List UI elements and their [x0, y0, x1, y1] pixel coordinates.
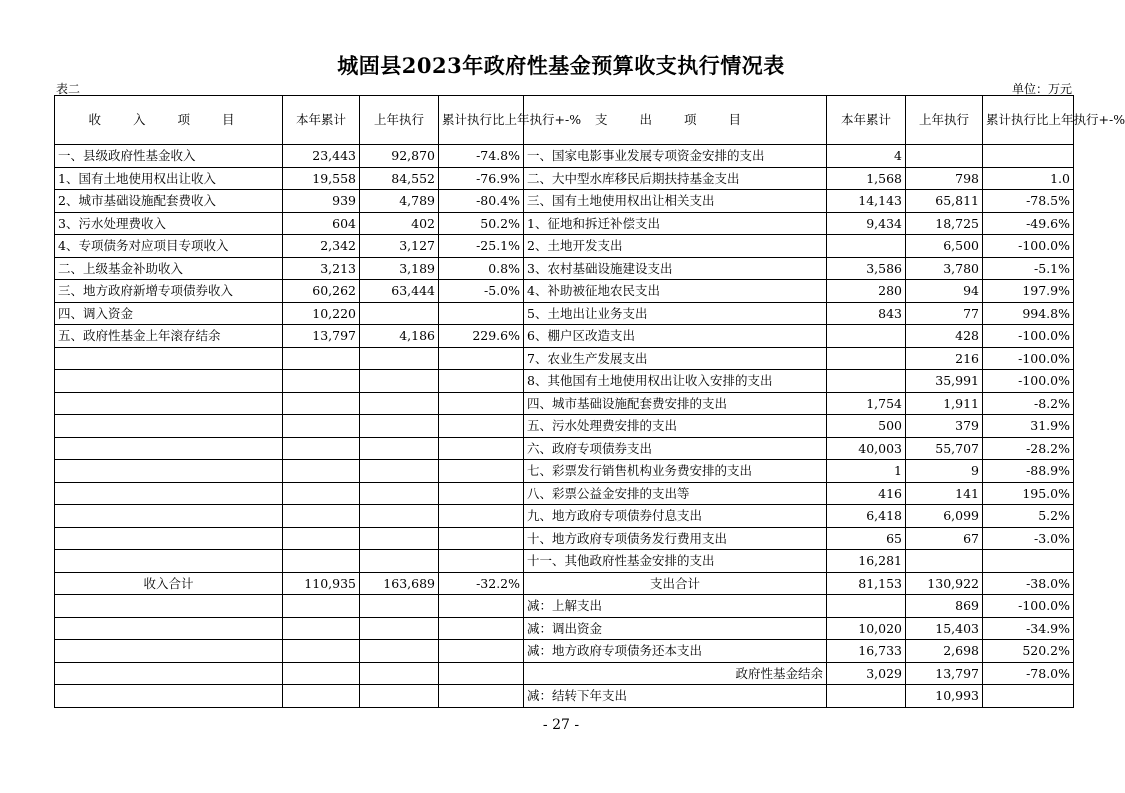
- income-last: [360, 685, 439, 708]
- table-row: [55, 662, 1074, 685]
- income-last: [360, 527, 439, 550]
- page-number: - 27 -: [542, 717, 580, 733]
- expense-item: 三、国有土地使用权出让相关支出: [524, 190, 827, 213]
- table-row: [55, 190, 1074, 213]
- income-last: [360, 640, 439, 663]
- income-item: [55, 392, 283, 415]
- income-ratio: [439, 617, 524, 640]
- expense-current: [827, 685, 906, 708]
- expense-last: 379: [906, 415, 983, 438]
- income-current: 19,558: [283, 167, 360, 190]
- income-ratio: [439, 437, 524, 460]
- income-item: [55, 347, 283, 370]
- income-last: [360, 595, 439, 618]
- income-ratio: -80.4%: [439, 190, 524, 213]
- table-row: [55, 685, 1074, 708]
- expense-current: 1: [827, 460, 906, 483]
- header-expense-ratio: 累计执行比上年执行+-%: [983, 96, 1074, 145]
- expense-last: 9: [906, 460, 983, 483]
- expense-last: 798: [906, 167, 983, 190]
- income-item: [55, 460, 283, 483]
- expense-total-label: 支出合计: [524, 572, 827, 595]
- expense-ratio: 197.9%: [983, 280, 1074, 303]
- income-item: [55, 505, 283, 528]
- income-ratio: -5.0%: [439, 280, 524, 303]
- income-last: 4,789: [360, 190, 439, 213]
- income-item: [55, 527, 283, 550]
- income-last: 92,870: [360, 145, 439, 168]
- income-current: [283, 550, 360, 573]
- expense-total-current: 81,153: [827, 572, 906, 595]
- income-current: [283, 392, 360, 415]
- expense-item: 五、污水处理费安排的支出: [524, 415, 827, 438]
- income-item: 2、城市基础设施配套费收入: [55, 190, 283, 213]
- income-ratio: [439, 482, 524, 505]
- income-ratio: [439, 415, 524, 438]
- table-row: [55, 527, 1074, 550]
- income-item: [55, 595, 283, 618]
- table-row: [55, 280, 1074, 303]
- income-current: 23,443: [283, 145, 360, 168]
- expense-item: 减：地方政府专项债务还本支出: [524, 640, 827, 663]
- income-item: [55, 617, 283, 640]
- expense-last: [906, 550, 983, 573]
- expense-ratio: -5.1%: [983, 257, 1074, 280]
- income-current: [283, 505, 360, 528]
- table-row: [55, 392, 1074, 415]
- expense-total-last: 130,922: [906, 572, 983, 595]
- table-row: [55, 257, 1074, 280]
- table-row: [55, 415, 1074, 438]
- expense-last: 6,099: [906, 505, 983, 528]
- expense-last: 869: [906, 595, 983, 618]
- totals-row: [55, 572, 1074, 595]
- income-ratio: 229.6%: [439, 325, 524, 348]
- income-current: 60,262: [283, 280, 360, 303]
- expense-last: 35,991: [906, 370, 983, 393]
- income-current: [283, 437, 360, 460]
- income-last: [360, 482, 439, 505]
- income-item: 1、国有土地使用权出让收入: [55, 167, 283, 190]
- income-ratio: [439, 662, 524, 685]
- budget-table: [54, 95, 1125, 708]
- income-ratio: 0.8%: [439, 257, 524, 280]
- income-current: [283, 595, 360, 618]
- expense-item: 四、城市基础设施配套费安排的支出: [524, 392, 827, 415]
- income-item: 四、调入资金: [55, 302, 283, 325]
- income-item: 二、上级基金补助收入: [55, 257, 283, 280]
- income-last: [360, 437, 439, 460]
- income-ratio: [439, 640, 524, 663]
- expense-ratio: -8.2%: [983, 392, 1074, 415]
- expense-last: 6,500: [906, 235, 983, 258]
- expense-item: 7、农业生产发展支出: [524, 347, 827, 370]
- income-last: [360, 662, 439, 685]
- expense-ratio: 195.0%: [983, 482, 1074, 505]
- income-total-current: 110,935: [283, 572, 360, 595]
- expense-last: 15,403: [906, 617, 983, 640]
- table-row: [55, 640, 1074, 663]
- income-current: [283, 415, 360, 438]
- income-current: [283, 347, 360, 370]
- table-row: [55, 550, 1074, 573]
- income-item: [55, 685, 283, 708]
- income-current: 2,342: [283, 235, 360, 258]
- expense-current: 3,586: [827, 257, 906, 280]
- income-last: [360, 302, 439, 325]
- expense-current: 500: [827, 415, 906, 438]
- expense-current: 14,143: [827, 190, 906, 213]
- table-row: [55, 370, 1074, 393]
- expense-current: [827, 595, 906, 618]
- income-item: [55, 482, 283, 505]
- expense-item: 减：调出资金: [524, 617, 827, 640]
- expense-ratio: -34.9%: [983, 617, 1074, 640]
- expense-last: 18,725: [906, 212, 983, 235]
- income-current: 10,220: [283, 302, 360, 325]
- expense-item: 二、大中型水库移民后期扶持基金支出: [524, 167, 827, 190]
- expense-item: 一、国家电影事业发展专项资金安排的支出: [524, 145, 827, 168]
- header-income-item: 收 入 项 目: [55, 96, 283, 145]
- income-item: 3、污水处理费收入: [55, 212, 283, 235]
- expense-last: 55,707: [906, 437, 983, 460]
- expense-ratio: 5.2%: [983, 505, 1074, 528]
- expense-current: [827, 347, 906, 370]
- expense-last: 77: [906, 302, 983, 325]
- expense-ratio: -100.0%: [983, 347, 1074, 370]
- income-ratio: [439, 505, 524, 528]
- header-income-current: 本年累计: [283, 96, 360, 145]
- expense-item: 3、农村基础设施建设支出: [524, 257, 827, 280]
- expense-current: [827, 235, 906, 258]
- income-current: [283, 640, 360, 663]
- expense-last: 10,993: [906, 685, 983, 708]
- expense-ratio: -28.2%: [983, 437, 1074, 460]
- income-ratio: [439, 527, 524, 550]
- expense-current: 4: [827, 145, 906, 168]
- expense-last: 2,698: [906, 640, 983, 663]
- income-last: 84,552: [360, 167, 439, 190]
- table-row: [55, 325, 1074, 348]
- table-body: [55, 145, 1074, 708]
- income-current: 939: [283, 190, 360, 213]
- table-row: [55, 302, 1074, 325]
- expense-last: 67: [906, 527, 983, 550]
- expense-item: 2、土地开发支出: [524, 235, 827, 258]
- expense-ratio: 994.8%: [983, 302, 1074, 325]
- expense-current: 16,733: [827, 640, 906, 663]
- expense-ratio: [983, 685, 1074, 708]
- expense-last: 428: [906, 325, 983, 348]
- table-row: [55, 167, 1074, 190]
- income-ratio: [439, 370, 524, 393]
- income-current: [283, 527, 360, 550]
- table-row: [55, 617, 1074, 640]
- expense-current: 843: [827, 302, 906, 325]
- income-item: 一、县级政府性基金收入: [55, 145, 283, 168]
- expense-item: 减：上解支出: [524, 595, 827, 618]
- income-last: [360, 347, 439, 370]
- income-last: [360, 617, 439, 640]
- income-current: [283, 685, 360, 708]
- income-current: [283, 662, 360, 685]
- expense-current: 65: [827, 527, 906, 550]
- income-last: 402: [360, 212, 439, 235]
- expense-item: 4、补助被征地农民支出: [524, 280, 827, 303]
- income-total-last: 163,689: [360, 572, 439, 595]
- expense-item: 8、其他国有土地使用权出让收入安排的支出: [524, 370, 827, 393]
- expense-ratio: -100.0%: [983, 595, 1074, 618]
- expense-ratio: -100.0%: [983, 325, 1074, 348]
- income-current: 604: [283, 212, 360, 235]
- income-item: [55, 437, 283, 460]
- expense-item: 八、彩票公益金安排的支出等: [524, 482, 827, 505]
- expense-current: 1,568: [827, 167, 906, 190]
- header-income-last: 上年执行: [360, 96, 439, 145]
- table-row: [55, 505, 1074, 528]
- expense-current: 416: [827, 482, 906, 505]
- income-ratio: -74.8%: [439, 145, 524, 168]
- expense-ratio: -100.0%: [983, 370, 1074, 393]
- income-current: [283, 460, 360, 483]
- expense-item: 5、土地出让业务支出: [524, 302, 827, 325]
- expense-current: 9,434: [827, 212, 906, 235]
- expense-item: 6、棚户区改造支出: [524, 325, 827, 348]
- expense-ratio: -78.0%: [983, 662, 1074, 685]
- table-row: [55, 347, 1074, 370]
- expense-current: 40,003: [827, 437, 906, 460]
- table-row: [55, 437, 1074, 460]
- table-row: [55, 212, 1074, 235]
- header-expense-last: 上年执行: [906, 96, 983, 145]
- income-item: [55, 370, 283, 393]
- table-row: [55, 460, 1074, 483]
- expense-ratio: [983, 550, 1074, 573]
- income-last: [360, 370, 439, 393]
- expense-last: 216: [906, 347, 983, 370]
- expense-item: 九、地方政府专项债券付息支出: [524, 505, 827, 528]
- income-ratio: [439, 685, 524, 708]
- income-current: [283, 370, 360, 393]
- expense-current: [827, 325, 906, 348]
- income-last: [360, 415, 439, 438]
- expense-total-ratio: -38.0%: [983, 572, 1074, 595]
- income-last: 4,186: [360, 325, 439, 348]
- expense-ratio: -100.0%: [983, 235, 1074, 258]
- expense-item: 十一、其他政府性基金安排的支出: [524, 550, 827, 573]
- fund-balance-label: 政府性基金结余: [524, 662, 827, 685]
- expense-ratio: 31.9%: [983, 415, 1074, 438]
- income-ratio: 50.2%: [439, 212, 524, 235]
- income-last: 63,444: [360, 280, 439, 303]
- header-expense-current: 本年累计: [827, 96, 906, 145]
- expense-ratio: -3.0%: [983, 527, 1074, 550]
- expense-last: [906, 145, 983, 168]
- expense-ratio: -49.6%: [983, 212, 1074, 235]
- income-item: [55, 415, 283, 438]
- income-total-label: 收入合计: [55, 572, 283, 595]
- expense-current: 280: [827, 280, 906, 303]
- expense-ratio: [983, 145, 1074, 168]
- table-row: [55, 145, 1074, 168]
- income-item: 五、政府性基金上年滚存结余: [55, 325, 283, 348]
- expense-item: 1、征地和拆迁补偿支出: [524, 212, 827, 235]
- expense-ratio: 1.0: [983, 167, 1074, 190]
- header-income-ratio: 累计执行比上年执行+-%: [439, 96, 524, 145]
- expense-last: 13,797: [906, 662, 983, 685]
- expense-current: 3,029: [827, 662, 906, 685]
- expense-current: [827, 370, 906, 393]
- expense-current: 1,754: [827, 392, 906, 415]
- income-ratio: [439, 302, 524, 325]
- income-current: 13,797: [283, 325, 360, 348]
- expense-current: 16,281: [827, 550, 906, 573]
- income-total-ratio: -32.2%: [439, 572, 524, 595]
- expense-ratio: -78.5%: [983, 190, 1074, 213]
- expense-item: 减：结转下年支出: [524, 685, 827, 708]
- expense-item: 十、地方政府专项债务发行费用支出: [524, 527, 827, 550]
- income-last: [360, 505, 439, 528]
- expense-ratio: 520.2%: [983, 640, 1074, 663]
- income-item: 三、地方政府新增专项债券收入: [55, 280, 283, 303]
- income-item: 4、专项债务对应项目专项收入: [55, 235, 283, 258]
- income-last: 3,189: [360, 257, 439, 280]
- expense-current: 10,020: [827, 617, 906, 640]
- expense-last: 1,911: [906, 392, 983, 415]
- income-ratio: -76.9%: [439, 167, 524, 190]
- header-expense-item: 支 出 项 目: [524, 96, 827, 145]
- expense-item: 七、彩票发行销售机构业务费安排的支出: [524, 460, 827, 483]
- table-row: [55, 482, 1074, 505]
- income-current: [283, 617, 360, 640]
- income-ratio: [439, 392, 524, 415]
- expense-last: 141: [906, 482, 983, 505]
- income-item: [55, 662, 283, 685]
- income-item: [55, 640, 283, 663]
- income-current: [283, 482, 360, 505]
- income-ratio: [439, 550, 524, 573]
- income-current: 3,213: [283, 257, 360, 280]
- expense-last: 3,780: [906, 257, 983, 280]
- page-title: 城固县2023年政府性基金预算收支执行情况表: [337, 53, 785, 78]
- income-last: [360, 550, 439, 573]
- table-label: 表二: [56, 82, 81, 96]
- income-ratio: -25.1%: [439, 235, 524, 258]
- income-ratio: [439, 595, 524, 618]
- unit-label: 单位：万元: [1011, 82, 1072, 96]
- table-row: [55, 595, 1074, 618]
- expense-ratio: -88.9%: [983, 460, 1074, 483]
- expense-item: 六、政府专项债券支出: [524, 437, 827, 460]
- expense-current: 6,418: [827, 505, 906, 528]
- header-row: [55, 96, 1074, 145]
- income-last: [360, 392, 439, 415]
- income-item: [55, 550, 283, 573]
- income-last: [360, 460, 439, 483]
- table-row: [55, 235, 1074, 258]
- income-ratio: [439, 460, 524, 483]
- income-ratio: [439, 347, 524, 370]
- expense-last: 65,811: [906, 190, 983, 213]
- expense-last: 94: [906, 280, 983, 303]
- income-last: 3,127: [360, 235, 439, 258]
